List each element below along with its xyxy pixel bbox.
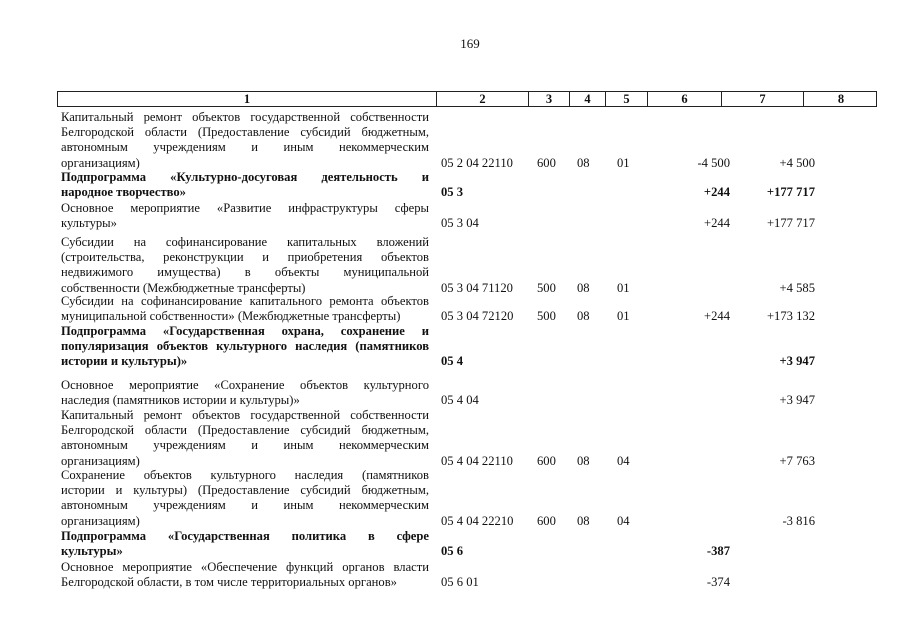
row-value-col6: -374 [706,575,730,590]
row-value-col6: +244 [703,185,730,200]
row-value-col6: -4 500 [697,155,730,170]
row-section: 08 [577,513,590,528]
row-description-line: Сохранение объектов культурного наследия (памятников [61,468,429,482]
budget-table [57,91,877,590]
row-description-line: Капитальный ремонт объектов государственной собственности [61,408,429,422]
header-col-5: 5 [606,92,648,106]
row-description-line: Белгородской области, в том числе территориальных органов» [61,575,397,590]
row-expense-type: 500 [537,309,556,324]
page-number: 169 [460,36,480,51]
row-section: 08 [577,155,590,170]
row-subsection: 04 [617,513,630,528]
row-description-line: Подпрограмма «Государственная политика в сфере [61,529,429,543]
row-description-line: автономным учреждениям и иным некоммерческим [61,498,429,513]
row-description [61,235,429,296]
row-description-line: автономным учреждениям и иным некоммерческим [61,140,429,155]
row-value-col7: +177 717 [766,216,815,231]
row-section: 08 [577,280,590,295]
row-description-line: муниципальной собственности» (Межбюджетные трансферты) [61,309,401,324]
row-description-line: организациям) [61,155,140,170]
row-subsection: 04 [617,453,630,468]
row-description [61,560,429,590]
row-description [61,110,429,171]
row-description-line: недвижимого имущества) в объекты муниципальной [61,265,429,280]
header-col-4: 4 [570,92,606,106]
row-description-line: истории и культуры)» [61,354,188,369]
row-value-col6: +244 [704,216,730,231]
row-description-line: Белгородской области (Предоставление субсидий бюджетным, [61,125,429,140]
row-value-col7: +177 717 [766,185,815,200]
row-description [61,294,429,324]
row-code: 05 4 [441,354,464,369]
row-description-line: наследия (памятников истории и культуры)» [61,393,300,408]
row-code: 05 4 04 [441,393,479,408]
row-description-line: культуры» [61,216,117,231]
row-code: 05 3 04 72120 [441,309,514,324]
row-code: 05 6 [441,544,464,559]
row-subsection: 01 [617,309,630,324]
row-description-line: истории и культуры) (Предоставление субсидий бюджетным, [61,483,429,498]
row-description-line: Капитальный ремонт объектов государственной собственности [61,110,429,124]
row-description-line: народное творчество» [61,185,186,200]
row-value-col7: +4 500 [779,155,815,170]
row-description-line: Субсидии на софинансирование капитальных вложений [61,235,429,249]
row-description-line: Основное мероприятие «Развитие инфраструктуры сферы [61,201,429,215]
row-expense-type: 600 [537,513,556,528]
row-subsection: 01 [617,280,630,295]
row-description [61,408,429,469]
table-header-row [57,91,877,107]
row-description-line: Белгородской области (Предоставление субсидий бюджетным, [61,423,429,438]
row-description-line: Основное мероприятие «Обеспечение функций органов власти [61,560,429,574]
row-description-line: Основное мероприятие «Сохранение объектов культурного [61,378,429,392]
row-value-col6: +244 [704,309,730,324]
row-description [61,170,429,200]
header-col-8: 8 [837,92,845,106]
row-description-line: (строительства, реконструкции и приобретения объектов [61,250,429,265]
row-subsection: 01 [617,155,630,170]
row-section: 08 [577,309,590,324]
header-col-6: 6 [648,92,722,106]
row-code: 05 4 04 22110 [441,453,513,468]
row-code: 05 3 04 [441,216,479,231]
row-code: 05 4 04 22210 [441,513,514,528]
header-col-7: 7 [722,92,804,106]
row-value-col7: +7 763 [779,453,815,468]
row-description-line: Подпрограмма «Культурно-досуговая деятельность и [61,170,429,184]
row-description-line: организациям) [61,513,140,528]
row-code: 05 6 01 [441,575,479,590]
row-description-line: собственности (Межбюджетные трансферты) [61,280,306,295]
row-code: 05 2 04 22110 [441,155,513,170]
row-value-col7: -3 816 [782,513,815,528]
row-expense-type: 600 [537,155,556,170]
row-description [61,201,429,231]
row-section: 08 [577,453,590,468]
row-expense-type: 500 [537,280,556,295]
header-col-1: 1 [58,92,437,106]
row-description [61,324,429,370]
row-value-col7: +173 132 [766,309,815,324]
row-description [61,468,429,529]
row-description-line: Субсидии на софинансирование капитального ремонта объектов [61,294,429,308]
row-expense-type: 600 [537,453,556,468]
header-col-2: 2 [437,92,529,106]
row-description-line: популяризация объектов культурного наследия (памятников [61,339,429,354]
header-col-3: 3 [529,92,570,106]
row-description [61,378,429,408]
row-value-col6: -387 [706,544,730,559]
row-value-col7: +4 585 [779,280,815,295]
row-description-line: Подпрограмма «Государственная охрана, сохранение и [61,324,429,338]
row-value-col7: +3 947 [779,393,815,408]
row-code: 05 3 [441,185,464,200]
row-description [61,529,429,559]
row-description-line: культуры» [61,544,123,559]
row-code: 05 3 04 71120 [441,280,513,295]
row-value-col7: +3 947 [779,354,815,369]
row-description-line: автономным учреждениям и иным некоммерческим [61,438,429,453]
row-description-line: организациям) [61,453,140,468]
